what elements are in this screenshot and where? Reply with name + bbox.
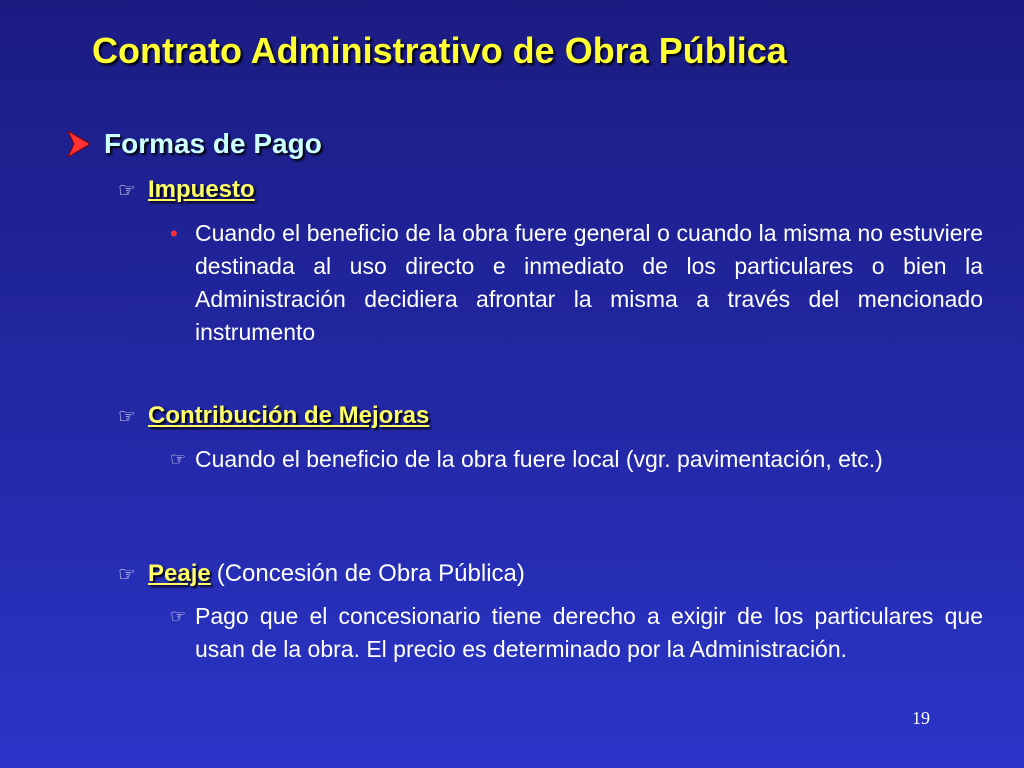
arrow-right-icon <box>68 131 90 157</box>
item-text-peaje: Pago que el concesionario tiene derecho a exigir de los particulares que usan de la obra. El precio es determinado por la Administración. <box>195 603 983 662</box>
slide-title: Contrato Administrativo de Obra Pública <box>92 30 787 71</box>
bullet-icon: • <box>170 221 178 246</box>
hand-pointer-icon: ☞ <box>170 606 187 626</box>
section-label: Formas de Pago <box>104 128 322 159</box>
item-text-impuesto: Cuando el beneficio de la obra fuere general o cuando la misma no estuviere destinada al uso directo e inmediato de los particulares o bien la Administración decidiera afrontar la misma a través del mencionado instrumento <box>195 220 983 345</box>
page-number: 19 <box>912 708 930 728</box>
subheading-label: Contribución de Mejoras <box>148 402 430 429</box>
item-text-contribucion: Cuando el beneficio de la obra fuere local (vgr. pavimentación, etc.) <box>195 446 883 472</box>
subheading-label: Peaje <box>148 560 211 587</box>
hand-pointer-icon: ☞ <box>170 449 187 469</box>
hand-pointer-icon: ☞ <box>118 564 136 586</box>
subheading-impuesto <box>118 176 255 204</box>
hand-pointer-icon: ☞ <box>118 180 136 202</box>
subheading-contribucion <box>118 402 429 430</box>
subheading-suffix: (Concesión de Obra Pública) <box>216 560 525 587</box>
section-heading <box>68 128 322 160</box>
subheading-label: Impuesto <box>148 176 255 203</box>
hand-pointer-icon: ☞ <box>118 406 136 428</box>
subheading-peaje <box>118 560 525 588</box>
